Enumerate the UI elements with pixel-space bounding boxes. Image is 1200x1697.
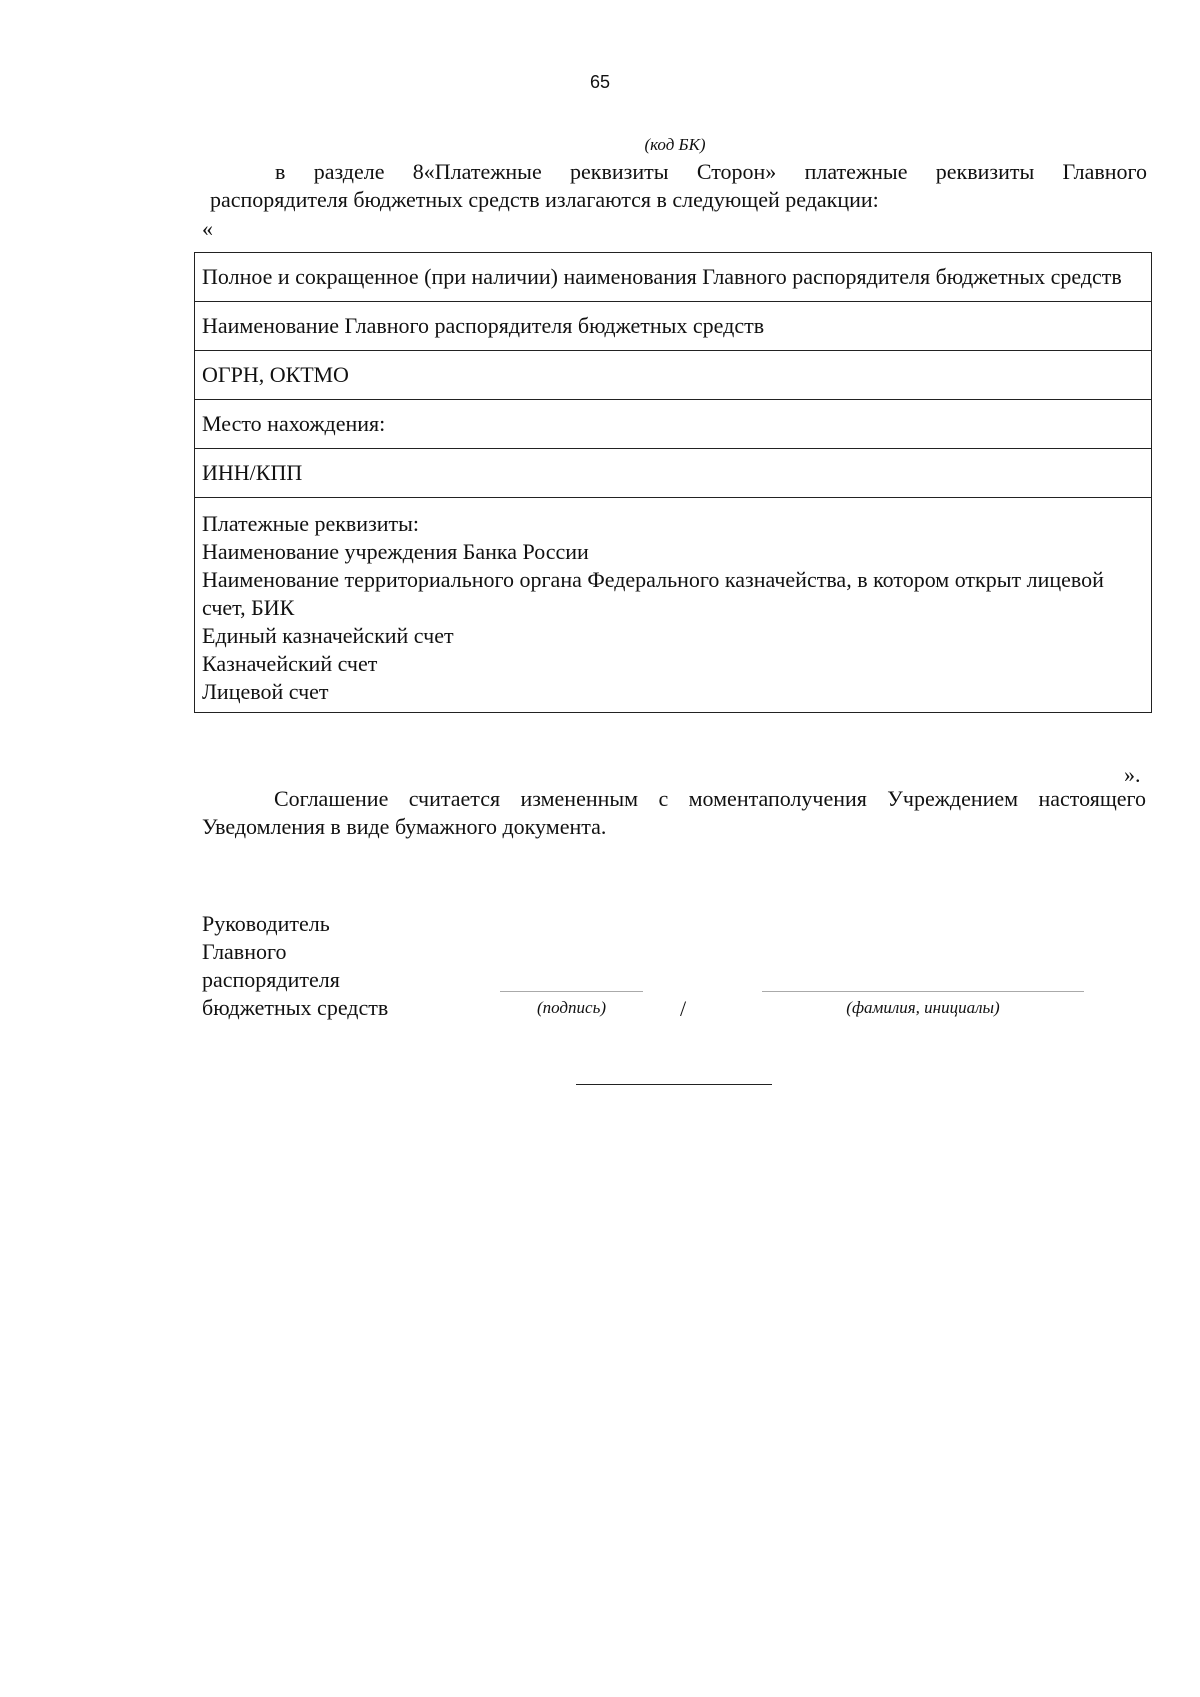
signatory-title-line: бюджетных средств (202, 995, 389, 1020)
budget-code-caption: (код БК) (644, 135, 706, 154)
table-cell-name: Наименование Главного распорядителя бюджетных средств (195, 302, 1152, 351)
intro-line-1: в разделе 8«Платежные реквизиты Сторон» платежные реквизиты Главного (275, 159, 1147, 184)
table-row (195, 351, 1152, 400)
table-cell-full-name: Полное и сокращенное (при наличии) наименования Главного распорядителя бюджетных средств (195, 253, 1152, 302)
name-caption: (фамилия, инициалы) (846, 998, 1000, 1017)
table-row (195, 302, 1152, 351)
signature-line (500, 991, 643, 992)
table-cell-payment-details (195, 498, 1152, 713)
payment-treasury-account: Казначейский счет (202, 651, 378, 676)
payment-bank: Наименование учреждения Банка России (202, 539, 589, 564)
table-cell-inn-kpp: ИНН/КПП (195, 449, 1152, 498)
table-row (195, 449, 1152, 498)
intro-paragraph (207, 158, 1147, 214)
payment-single-account: Единый казначейский счет (202, 623, 454, 648)
table-row (195, 253, 1152, 302)
table-cell-ogrn-oktmo: ОГРН, ОКТМО (195, 351, 1152, 400)
signature-separator: / (680, 996, 687, 1021)
requisites-table (194, 252, 1152, 713)
closing-quote: ». (1124, 762, 1141, 787)
opening-quote: « (202, 216, 213, 241)
signatory-title (202, 910, 462, 1022)
intro-line-2: распорядителя бюджетных средств излагаются в следующей редакции: (210, 187, 879, 212)
agreement-line-2: Уведомления в виде бумажного документа. (202, 814, 607, 839)
table-row (195, 400, 1152, 449)
agreement-paragraph (202, 785, 1146, 841)
payment-heading: Платежные реквизиты: (202, 511, 420, 536)
table-cell-location: Место нахождения: (195, 400, 1152, 449)
signatory-title-line: распорядителя (202, 967, 340, 992)
end-rule (576, 1084, 772, 1085)
page-number: 65 (589, 72, 611, 92)
agreement-line-1: Соглашение считается измененным с моментаполучения Учреждением настоящего (274, 786, 1146, 811)
signature-caption: (подпись) (537, 998, 606, 1017)
signatory-title-line: Руководитель (202, 911, 330, 936)
name-line (762, 991, 1084, 992)
payment-personal-account: Лицевой счет (202, 679, 329, 704)
table-row (195, 498, 1152, 713)
signatory-title-line: Главного (202, 939, 287, 964)
payment-treasury: Наименование территориального органа Федерального казначейства, в котором открыт лицевой счет, БИК (202, 567, 1104, 620)
